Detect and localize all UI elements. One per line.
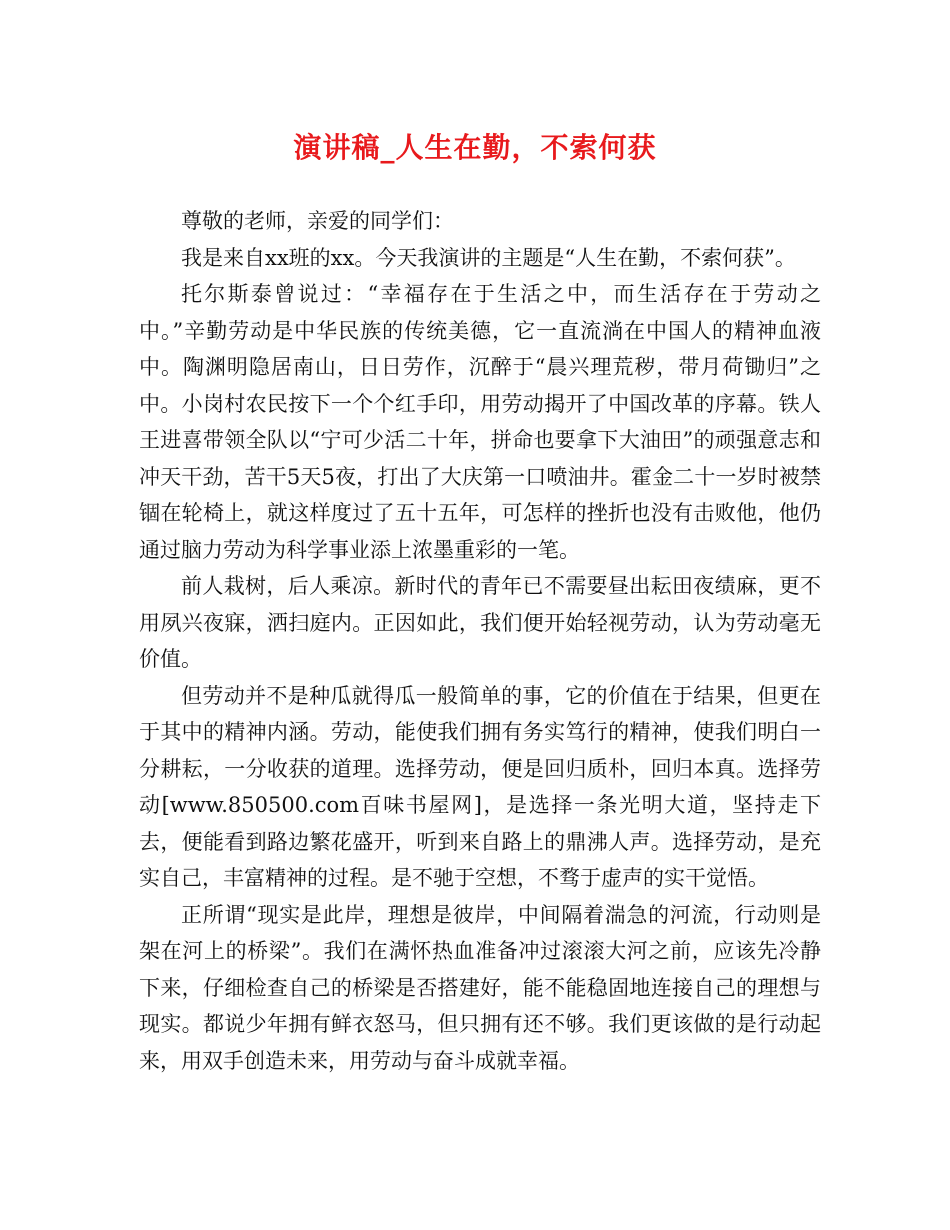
- paragraph-tolstoy-quote: 托尔斯泰曾说过：“幸福存在于生活之中，而生活存在于劳动之中。”辛勤劳动是中华民族的传统美德，它一直流淌在中国人的精神血液中。陶渊明隐居南山，日日劳作，沉醉于“晨兴理荒秽，带月荷锄归”之中。小岗村农民按下一个个红手印，用劳动揭开了中国改革的序幕。铁人王进喜带领全队以“宁可少活二十年，拼命也要拿下大油田”的顽强意志和冲天干劲，苦干5天5夜，打出了大庆第一口喷油井。霍金二十一岁时被禁锢在轮椅上，就这样度过了五十五年，可怎样的挫折也没有击败他，他仍通过脑力劳动为科学事业添上浓墨重彩的一笔。: [139, 282, 821, 562]
- paragraph-new-era-youth: 前人栽树，后人乘凉。新时代的青年已不需要昼出耘田夜绩麻，更不用夙兴夜寐，洒扫庭内。正因如此，我们便开始轻视劳动，认为劳动毫无价值。: [139, 574, 821, 671]
- speech-body: [139, 203, 821, 1079]
- paragraph-reality-and-ideal: 正所谓“现实是此岸，理想是彼岸，中间隔着湍急的河流，行动则是架在河上的桥梁”。我们在满怀热血准备冲过滚滚大河之前，应该先冷静下来，仔细检查自己的桥梁是否搭建好，能不能稳固地连接自己的理想与现实。都说少年拥有鲜衣怒马，但只拥有还不够。我们更该做的是行动起来，用双手创造未来，用劳动与奋斗成就幸福。: [139, 902, 821, 1073]
- paragraph-greeting: 尊敬的老师，亲爱的同学们：: [181, 209, 454, 233]
- paragraph-value-of-labor: 但劳动并不是种瓜就得瓜一般简单的事，它的价值在于结果，但更在于其中的精神内涵。劳动，能使我们拥有务实笃行的精神，使我们明白一分耕耘，一分收获的道理。选择劳动，便是回归质朴，回归本真。选择劳动[www.850500.com百味书屋网]，是选择一条光明大道，坚持走下去，便能看到路边繁花盛开，听到来自路上的鼎沸人声。选择劳动，是充实自己，丰富精神的过程。是不驰于空想，不骛于虚声的实干觉悟。: [139, 683, 821, 890]
- paragraph-introduction: 我是来自xx班的xx。今天我演讲的主题是“人生在勤，不索何获”。: [181, 245, 796, 270]
- page-title: 演讲稿_人生在勤，不索何获: [293, 131, 657, 164]
